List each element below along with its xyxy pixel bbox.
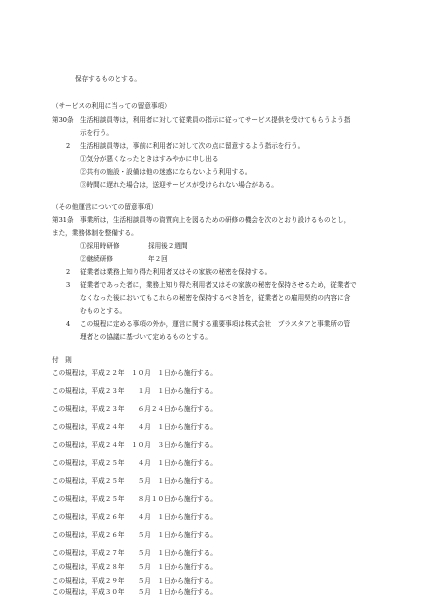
article-31-label: 第31条	[52, 216, 74, 224]
article-30-item-3: ③時間に遅れた場合は，送迎サービスが受けられない場合がある。	[80, 181, 278, 189]
article-31-p4-number: 4	[66, 320, 71, 328]
article-30-p2-number: 2	[66, 142, 71, 150]
supplementary-line: この規程は，平成２７年 ５月 １日から施行する。	[52, 549, 217, 557]
article-31-p2-number: 2	[66, 268, 71, 276]
article-31-p3-number: 3	[66, 281, 71, 289]
article-30-p2-line1: 生活相談員等は，事前に利用者に対して次の点に留意するよう指示を行う。	[80, 142, 305, 150]
intro-tail: 保存するものとする。	[75, 75, 141, 83]
article-31-p4-line1: この規程に定める事項の外か，運営に関する重要事項は株式会社 プラスタアと事業所の管	[80, 320, 351, 328]
training-name-1: ①採用時研修	[80, 242, 120, 250]
article-30-label: 第30条	[52, 116, 74, 124]
supplementary-line: この規程は，平成２４年 １０月 ３日から施行する。	[52, 441, 217, 449]
article-31-p2: 従業者は業務上知り得た利用者又はその家族の秘密を保持する。	[80, 268, 272, 276]
supplementary-line: この規程は，平成２９年 ５月 １日から施行する。	[52, 577, 217, 585]
article-31-p4-line2: 理者との協議に基づいて定めるものとする。	[80, 333, 212, 341]
article-31-p3-line2: なくなった後においてもこれらの秘密を保持するべき旨を，従業者との雇用契約の内容に含	[80, 294, 351, 302]
article-30-p1-line2: 示を行う。	[80, 129, 113, 137]
supplementary-line: この規程は，平成２８年 ５月 １日から施行する。	[52, 563, 217, 571]
supplementary-line: この規程は，平成２３年 ６月２４日から施行する。	[52, 405, 217, 413]
supplementary-line: この規程は，平成２４年 ４月 １日から施行する。	[52, 423, 217, 431]
article-30-p1-line1: 生活相談員等は，利用者に対して従業員の指示に従ってサービス提供を受けてもらうよう指	[80, 116, 351, 124]
article-30-item-2: ②共有の施設・設備は他の迷惑にならないよう利用する。	[80, 168, 252, 176]
supplementary-line: この規程は，平成３０年 ５月 １日から施行する。	[52, 588, 217, 596]
article-31-p1-line2: また，業務体制を整備する。	[52, 229, 138, 237]
training-value-1: 採用後２週間	[148, 242, 188, 250]
training-value-2: 年２回	[148, 255, 168, 263]
supplementary-line: この規程は，平成２５年 ８月１０日から施行する。	[52, 495, 217, 503]
article-30-item-1: ①気分が悪くなったときはすみやかに申し出る	[80, 155, 219, 163]
article-31-p3-line3: むものとする。	[80, 307, 127, 315]
supplementary-line: この規程は，平成２２年 １０月 １日から施行する。	[52, 369, 217, 377]
article-31-p3-line1: 従業者であった者に，業務上知り得た利用者又はその家族の秘密を保持させるため，従業者で	[80, 281, 357, 289]
supplementary-line: この規程は，平成２５年 ４月 １日から施行する。	[52, 459, 217, 467]
article-30-heading: （サービスの利用に当っての留意事項）	[52, 102, 171, 110]
article-31-p1-line1: 事業所は，生活相談員等の資質向上を図るための研修の機会を次のとおり設けるものとし，	[80, 216, 351, 224]
training-name-2: ②継続研修	[80, 255, 113, 263]
supplementary-line: この規程は，平成２５年 ５月 １日から施行する。	[52, 477, 217, 485]
supplementary-line: この規程は，平成２６年 ４月 １日から施行する。	[52, 513, 217, 521]
article-31-heading: （その他運営についての留意事項）	[52, 203, 158, 211]
supplementary-line: この規程は，平成２３年 １月 １日から施行する。	[52, 387, 217, 395]
supplementary-line: この規程は，平成２６年 ５月 １日から施行する。	[52, 531, 217, 539]
supplementary-heading: 付 則	[52, 356, 72, 364]
